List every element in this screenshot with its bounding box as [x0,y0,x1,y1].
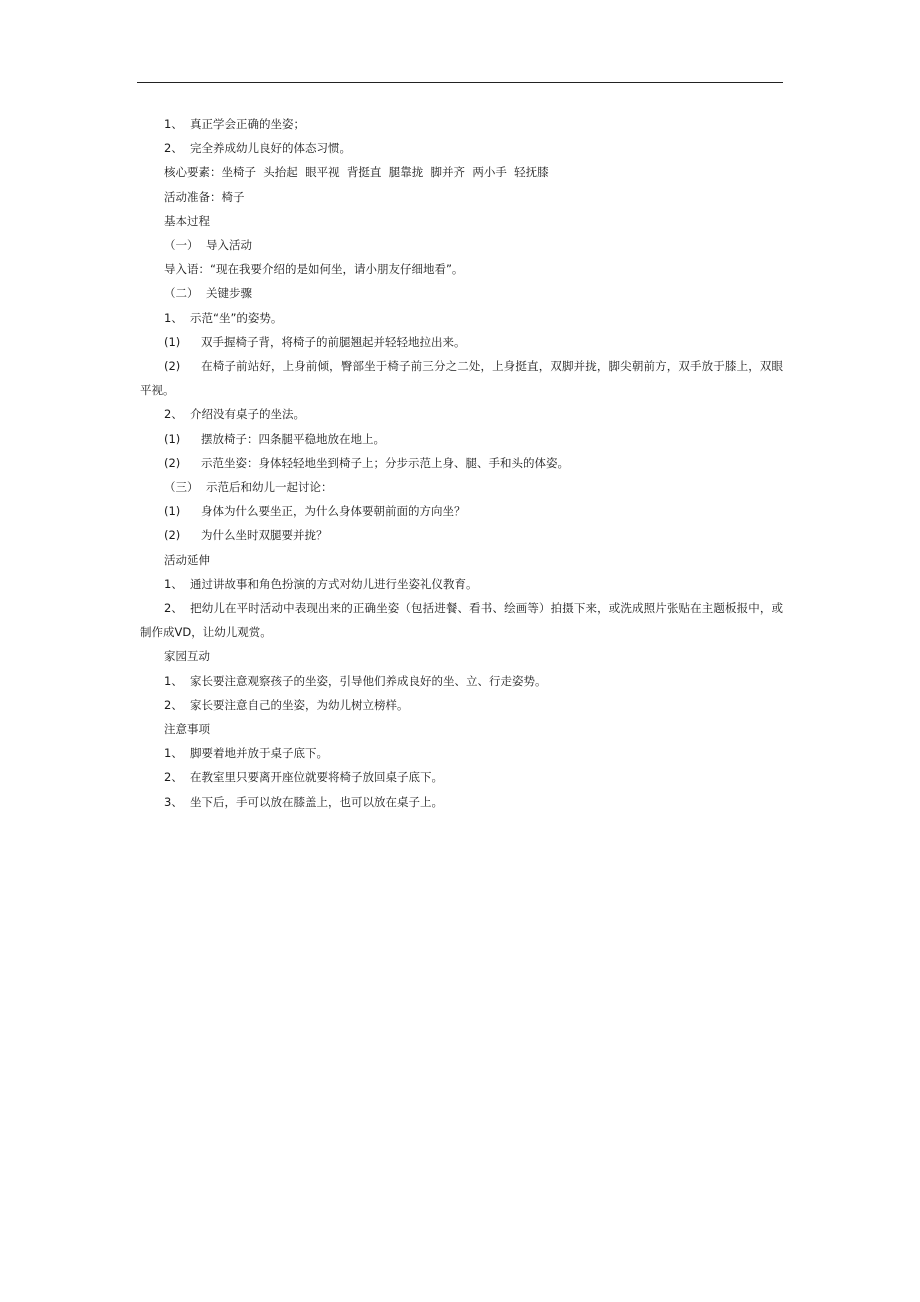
goal-text: 完全养成幼儿良好的体态习惯。 [190,141,351,156]
item-text: 在教室里只要离开座位就要将椅子放回桌子底下。 [190,770,443,785]
item-number: 1、 [164,576,183,591]
sub-item-number: (2) [164,359,181,374]
sub-item [140,354,783,402]
sub-item [140,330,783,354]
list-item [140,669,783,693]
sub-item-text: 摆放椅子：四条腿平稳地放在地上。 [201,431,385,446]
step-title: 关键步骤 [206,286,252,301]
item-text: 通过讲故事和角色扮演的方式对幼儿进行坐姿礼仪教育。 [190,576,478,591]
list-item [140,765,783,789]
item-number: 2、 [164,697,183,712]
goal-number: 1、 [164,117,183,131]
sub-item [140,451,783,475]
sub-item-number: (1) [164,431,181,446]
sub-item-number: (2) [164,455,181,470]
item-text: 把幼儿在平时活动中表现出来的正确坐姿（包括进餐、看书、绘画等）拍摄下来，或洗成照片张贴在主题板报中，或制作成VD，让幼儿观赏。 [140,601,783,640]
item-text: 介绍没有桌子的坐法。 [190,407,305,422]
step-number: （二） [164,286,199,301]
item-number: 2、 [164,770,183,785]
item-number: 2、 [164,601,183,616]
item-number: 1、 [164,310,183,325]
header-rule [137,82,783,83]
step-number: （一） [164,238,199,253]
step-title: 导入活动 [206,238,252,253]
list-item [140,693,783,717]
sub-item [140,427,783,451]
step-number: （三） [164,480,199,495]
item-number: 1、 [164,746,183,761]
goal-item [140,112,783,136]
list-item [140,741,783,765]
goal-item [140,136,783,160]
activity-preparation: 活动准备：椅子 [164,189,245,204]
item-number: 1、 [164,673,183,688]
step-title: 示范后和幼儿一起讨论： [206,480,333,495]
intro-speech: 导入语：“现在我要介绍的是如何坐，请小朋友仔细地看”。 [164,262,464,277]
list-item [140,572,783,596]
notes-heading: 注意事项 [164,722,210,737]
step-heading [140,475,783,499]
process-heading: 基本过程 [164,213,210,228]
sub-item-text: 双手握椅子背，将椅子的前腿翘起并轻轻地拉出来。 [201,334,466,349]
sub-item-number: (1) [164,504,181,519]
item-number: 3、 [164,794,183,809]
sub-item-number: (1) [164,334,181,349]
sub-item [140,499,783,523]
goal-text: 真正学会正确的坐姿； [190,117,305,131]
item-number: 2、 [164,407,183,422]
item-text: 示范“坐”的姿势。 [190,310,283,325]
item-text: 脚要着地并放于桌子底下。 [190,746,328,761]
item-text: 坐下后，手可以放在膝盖上，也可以放在桌子上。 [190,794,443,809]
core-elements: 核心要素：坐椅子 头抬起 眼平视 背挺直 腿靠拢 脚并齐 两小手 轻抚膝 [164,165,549,180]
step-heading [140,233,783,257]
item-text: 家长要注意自己的坐姿，为幼儿树立榜样。 [190,697,409,712]
item-text: 家长要注意观察孩子的坐姿，引导他们养成良好的坐、立、行走姿势。 [190,673,547,688]
sub-item-text: 在椅子前站好，上身前倾，臀部坐于椅子前三分之二处，上身挺直，双脚并拢，脚尖朝前方，双手放于膝上，双眼平视。 [140,359,783,398]
document-body [140,112,783,814]
goal-number: 2、 [164,141,183,156]
list-item [140,596,783,644]
list-item [140,790,783,814]
home-heading: 家园互动 [164,649,210,664]
sub-item [140,523,783,547]
sub-item-text: 为什么坐时双腿要并拢？ [201,528,328,543]
list-item [140,306,783,330]
step-heading [140,281,783,305]
sub-item-text: 身体为什么要坐正，为什么身体要朝前面的方向坐？ [201,504,466,519]
extension-heading: 活动延伸 [164,552,210,567]
sub-item-text: 示范坐姿：身体轻轻地坐到椅子上；分步示范上身、腿、手和头的体姿。 [201,455,569,470]
sub-item-number: (2) [164,528,181,543]
list-item [140,402,783,426]
